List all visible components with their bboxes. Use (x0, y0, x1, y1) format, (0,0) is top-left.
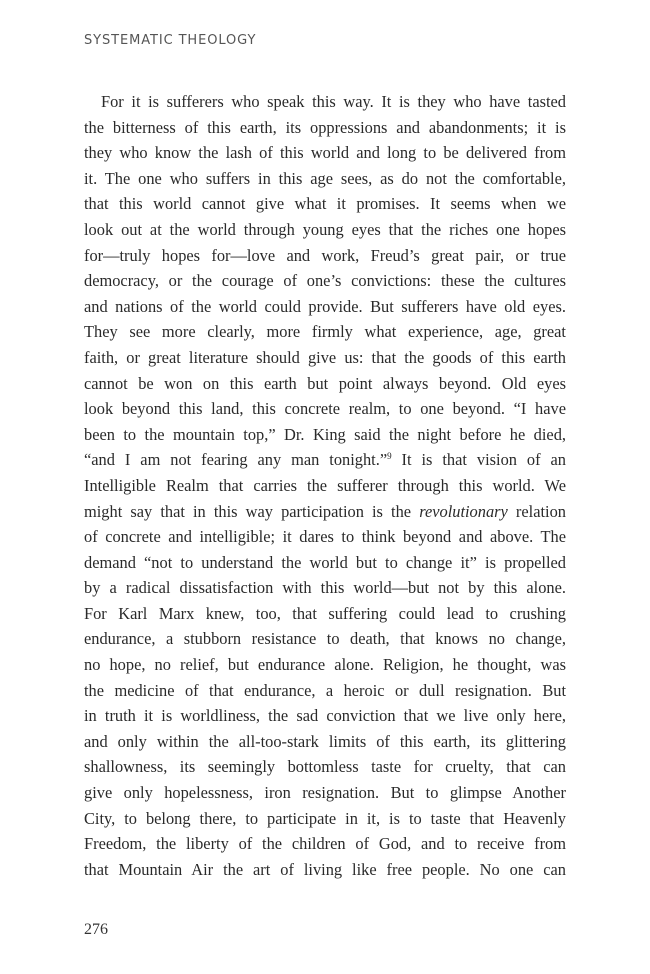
text-line: for—truly hopes for—love and work, Freud’s great pair, or true (84, 245, 566, 265)
text-line: by a radical dissatisfaction with this world—but not by this alone. (84, 578, 566, 598)
text-line-with-footnote (84, 447, 566, 473)
emphasized-word: revolutionary (419, 501, 508, 521)
text-line: City, to belong there, to participate in it, is to taste that Heavenly (84, 808, 566, 828)
text-fragment: It is that vision of an (391, 450, 566, 470)
text-line: faith, or great literature should give us: that the goods of this earth (84, 347, 566, 367)
text-line: For it is sufferers who speak this way. It is they who have tasted (101, 92, 566, 111)
text-line: the medicine of that endurance, a heroic or dull resignation. But (84, 680, 566, 700)
text-line: look beyond this land, this concrete realm, to one beyond. “I have (84, 399, 566, 419)
text-line: they who know the lash of this world and long to be delivered from (84, 143, 566, 163)
text-line: Freedom, the liberty of the children of God, and to receive from (84, 834, 566, 854)
text-line: Intelligible Realm that carries the sufferer through this world. We (84, 475, 566, 495)
text-line-with-emphasis (84, 499, 566, 525)
text-line: They see more clearly, more firmly what experience, age, great (84, 322, 566, 342)
text-line: it. The one who suffers in this age sees, as do not the comfortable, (84, 168, 566, 188)
text-line: demand “not to understand the world but to change it” is propelled (84, 552, 566, 572)
text-line: the bitterness of this earth, its oppressions and abandonments; it is (84, 117, 566, 137)
page-number: 276 (84, 921, 108, 938)
text-line: that this world cannot give what it promises. It seems when we (84, 194, 566, 214)
text-line: in truth it is worldliness, the sad conviction that we live only here, (84, 706, 566, 726)
text-fragment: “and I am not fearing any man tonight.” (84, 450, 388, 470)
body-text (84, 89, 566, 882)
text-line: of concrete and intelligible; it dares to think beyond and above. The (84, 527, 566, 547)
text-line: no hope, no relief, but endurance alone. Religion, he thought, was (84, 655, 566, 675)
text-line: and nations of the world could provide. But sufferers have old eyes. (84, 296, 566, 316)
text-line: cannot be won on this earth but point always beyond. Old eyes (84, 373, 566, 393)
text-fragment: relation (507, 501, 566, 521)
text-line: that Mountain Air the art of living like free people. No one can (84, 859, 566, 879)
text-line: endurance, a stubborn resistance to death, that knows no change, (84, 629, 566, 649)
text-line: and only within the all-too-stark limits of this earth, its glittering (84, 731, 566, 751)
text-line: look out at the world through young eyes that the riches one hopes (84, 219, 566, 239)
text-line: shallowness, its seemingly bottomless taste for cruelty, that can (84, 757, 566, 777)
text-line: For Karl Marx knew, too, that suffering could lead to crushing (84, 603, 566, 623)
footnote-marker: 9 (387, 451, 392, 462)
running-head: SYSTEMATIC THEOLOGY (84, 33, 257, 48)
text-fragment: might say that in this way participation is the (84, 501, 420, 521)
text-line: been to the mountain top,” Dr. King said the night before he died, (84, 424, 566, 444)
text-line: give only hopelessness, iron resignation. But to glimpse Another (84, 783, 566, 803)
text-line: democracy, or the courage of one’s convictions: these the cultures (84, 271, 566, 291)
